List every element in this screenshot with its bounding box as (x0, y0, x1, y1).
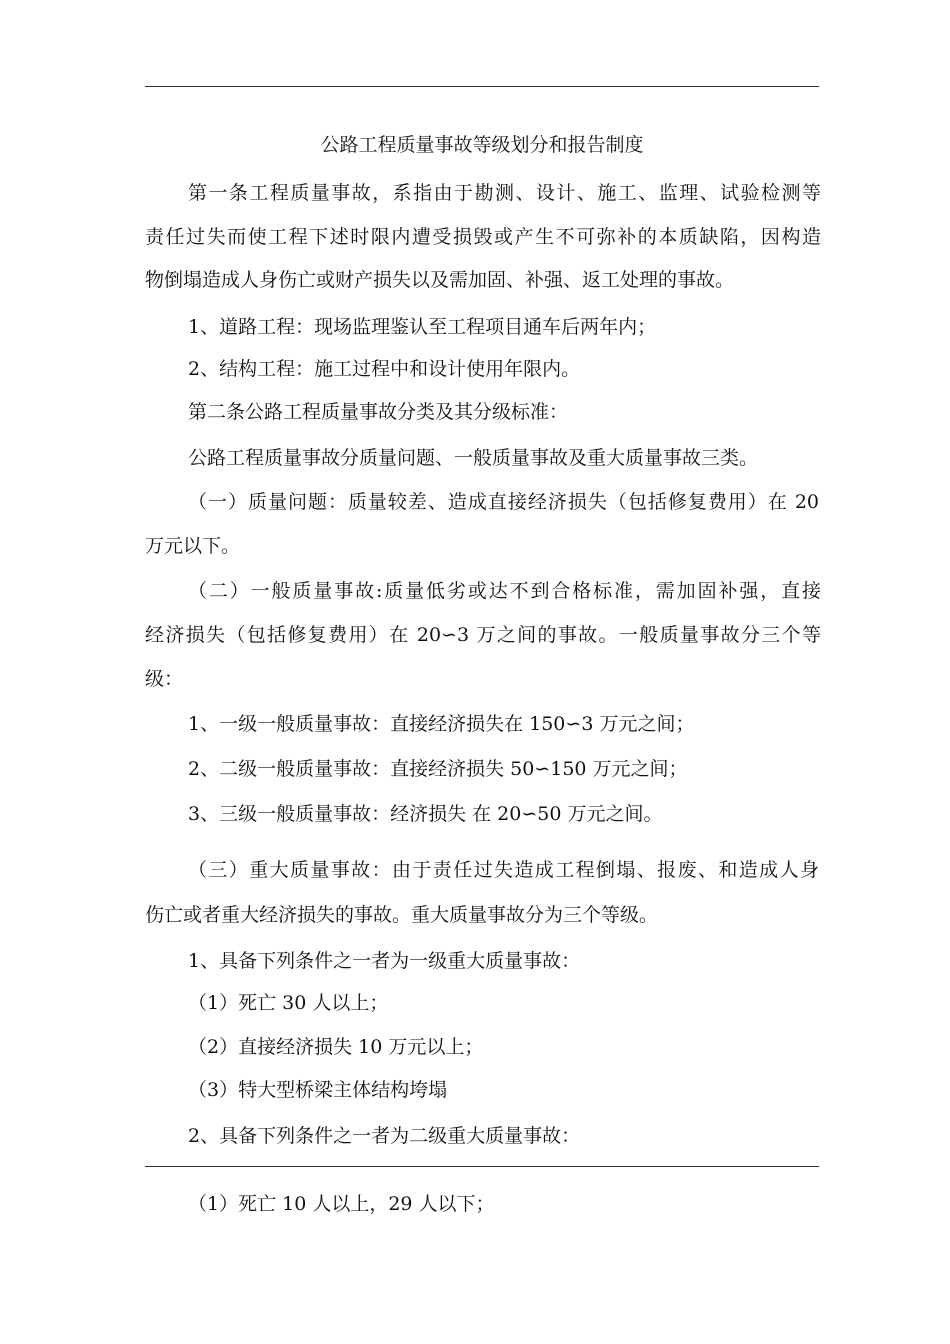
paragraph-line: 1、一级一般质量事故：直接经济损失在 150∽3 万元之间； (188, 713, 695, 735)
paragraph-line: （1）死亡 30 人以上； (188, 992, 389, 1014)
paragraph-line: 伤亡或者重大经济损失的事故。重大质量事故分为三个等级。 (145, 904, 659, 926)
paragraph-line: 第一条工程质量事故，系指由于勘测、设计、施工、监理、试验检测等 (188, 182, 821, 204)
paragraph-line: 2、结构工程：施工过程中和设计使用年限内。 (188, 358, 581, 380)
paragraph-line: 物倒塌造成人身伤亡或财产损失以及需加固、补强、返工处理的事故。 (145, 269, 735, 291)
paragraph-line: （一）质量问题：质量较差、造成直接经济损失（包括修复费用）在 20 (188, 491, 819, 513)
paragraph-line: （1）死亡 10 人以上，29 人以下； (188, 1193, 495, 1215)
paragraph-line: 2、二级一般质量事故：直接经济损失 50∽150 万元之间； (188, 758, 688, 780)
paragraph-line: （三）重大质量事故：由于责任过失造成工程倒塌、报废、和造成人身 (188, 859, 819, 881)
paragraph-line: 2、具备下列条件之一者为二级重大质量事故： (188, 1125, 581, 1147)
paragraph-line: 责任过失而使工程下述时限内遭受损毁或产生不可弥补的本质缺陷，因构造 (145, 226, 821, 248)
paragraph-line: （3）特大型桥梁主体结构垮塌 (188, 1079, 448, 1101)
paragraph-line: 1、具备下列条件之一者为一级重大质量事故： (188, 950, 581, 972)
page-break-rule (145, 1166, 819, 1167)
paragraph-line: （2）直接经济损失 10 万元以上； (188, 1036, 484, 1058)
document-title: 公路工程质量事故等级划分和报告制度 (320, 134, 644, 156)
paragraph-line: 万元以下。 (145, 535, 241, 557)
paragraph-line: 公路工程质量事故分质量问题、一般质量事故及重大质量事故三类。 (188, 447, 759, 469)
paragraph-line: 第二条公路工程质量事故分类及其分级标准： (188, 401, 569, 423)
paragraph-line: （二）一般质量事故:质量低劣或达不到合格标准，需加固补强，直接 (188, 580, 821, 602)
paragraph-line: 级： (145, 668, 184, 690)
header-rule (145, 86, 819, 87)
paragraph-line: 1、道路工程：现场监理鉴认至工程项目通车后两年内； (188, 316, 657, 338)
paragraph-line: 3、三级一般质量事故：经济损失 在 20∽50 万元之间。 (188, 803, 663, 825)
paragraph-line: 经济损失（包括修复费用）在 20∽3 万之间的事故。一般质量事故分三个等 (145, 624, 821, 646)
